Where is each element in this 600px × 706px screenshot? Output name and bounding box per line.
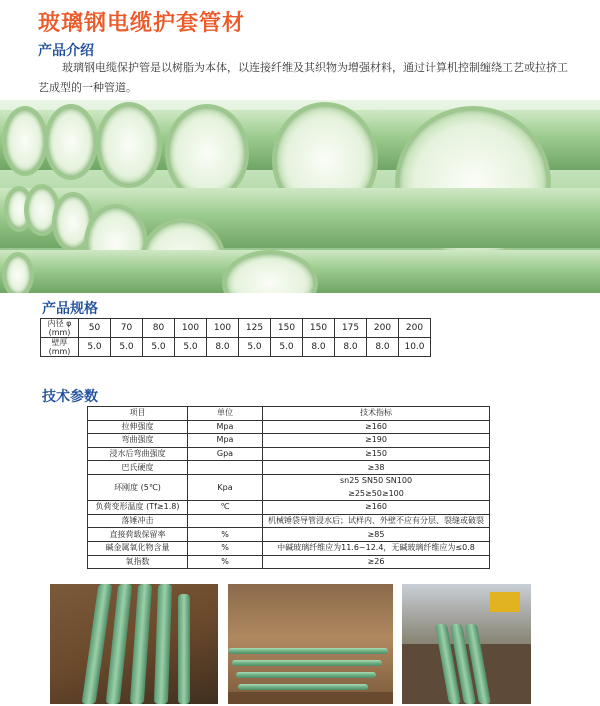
item-cell: 浸水后弯曲强度: [88, 447, 188, 461]
table-row: [88, 461, 490, 475]
spec-cell: 5.0: [111, 338, 143, 357]
spec-cell: 5.0: [239, 338, 271, 357]
unit-cell: Gpa: [188, 447, 263, 461]
intro-text: 玻璃钢电缆保护管是以树脂为本体，以连接纤维及其织物为增强材料，通过计算机控制缠绕工艺或拉挤工艺成型的一种管道。: [38, 61, 568, 94]
page-title: 玻璃钢电缆护套管材: [38, 11, 246, 36]
spec-heading: 产品规格: [42, 301, 98, 317]
unit-cell: [188, 514, 263, 528]
intro-heading: 产品介绍: [38, 43, 94, 59]
value-cell: ≥26: [263, 555, 490, 569]
spec-cell: 125: [239, 319, 271, 338]
spec-table: [40, 318, 431, 357]
item-cell: 碱金属氧化物含量: [88, 541, 188, 555]
value-cell: ≥25≥50≥100: [263, 488, 490, 501]
tech-table: [87, 406, 490, 569]
table-row: [88, 434, 490, 448]
value-cell: ≥150: [263, 447, 490, 461]
spec-cell: 5.0: [143, 338, 175, 357]
item-cell: 落锤冲击: [88, 514, 188, 528]
column-header: 项目: [88, 407, 188, 421]
spec-cell: 8.0: [367, 338, 399, 357]
value-cell: 中碱玻璃纤维应为11.6~12.4，无碱玻璃纤维应为≤0.8: [263, 541, 490, 555]
spec-cell: 70: [111, 319, 143, 338]
table-row: [88, 514, 490, 528]
value-cell: ≥38: [263, 461, 490, 475]
table-row: [88, 528, 490, 542]
table-header-row: [88, 407, 490, 421]
spec-cell: 100: [175, 319, 207, 338]
table-row: [88, 447, 490, 461]
spec-cell: 200: [399, 319, 431, 338]
value-cell: ≥160: [263, 501, 490, 515]
installation-photo-trench: [50, 584, 218, 704]
spec-row-label: 内径 φ (mm): [41, 319, 79, 338]
spec-row-wall: [41, 338, 431, 357]
spec-cell: 80: [143, 319, 175, 338]
unit-cell: %: [188, 555, 263, 569]
item-cell: 巴氏硬度: [88, 461, 188, 475]
column-header: 技术指标: [263, 407, 490, 421]
spec-cell: 5.0: [175, 338, 207, 357]
item-cell: 弯曲强度: [88, 434, 188, 448]
column-header: 单位: [188, 407, 263, 421]
spec-cell: 150: [271, 319, 303, 338]
value-cell: 机械锤袋导管浸水后；试样内、外壁不应有分层、裂缝或破裂: [263, 514, 490, 528]
spec-row-diameter: [41, 319, 431, 338]
unit-cell: Mpa: [188, 420, 263, 434]
spec-cell: 5.0: [271, 338, 303, 357]
table-row: [88, 474, 490, 487]
unit-cell: ℃: [188, 501, 263, 515]
spec-cell: 8.0: [303, 338, 335, 357]
spec-cell: 5.0: [79, 338, 111, 357]
item-cell: 直接荷载保留率: [88, 528, 188, 542]
unit-cell: %: [188, 528, 263, 542]
value-cell: sn25 SN50 SN100: [263, 474, 490, 487]
table-row: [88, 555, 490, 569]
unit-cell: Mpa: [188, 434, 263, 448]
value-cell: ≥160: [263, 420, 490, 434]
installation-photo-site: [402, 584, 531, 704]
pipes-photo: [0, 100, 600, 293]
item-cell: 氧指数: [88, 555, 188, 569]
unit-cell: %: [188, 541, 263, 555]
value-cell: ≥190: [263, 434, 490, 448]
item-cell: 环刚度 (5℃): [88, 474, 188, 500]
spec-cell: 8.0: [207, 338, 239, 357]
spec-cell: 175: [335, 319, 367, 338]
spec-cell: 8.0: [335, 338, 367, 357]
tech-heading: 技术参数: [42, 389, 98, 405]
spec-cell: 10.0: [399, 338, 431, 357]
spec-cell: 200: [367, 319, 399, 338]
spec-row-label: 壁厚 (mm): [41, 338, 79, 357]
value-cell: ≥85: [263, 528, 490, 542]
unit-cell: [188, 461, 263, 475]
item-cell: 拉伸强度: [88, 420, 188, 434]
item-cell: 负荷变形温度 (Tf≥1.8): [88, 501, 188, 515]
table-row: [88, 501, 490, 515]
spec-cell: 50: [79, 319, 111, 338]
table-row: [88, 420, 490, 434]
spec-cell: 150: [303, 319, 335, 338]
spec-cell: 100: [207, 319, 239, 338]
installation-photo-laying: [228, 584, 393, 704]
unit-cell: Kpa: [188, 474, 263, 500]
table-row: [88, 541, 490, 555]
